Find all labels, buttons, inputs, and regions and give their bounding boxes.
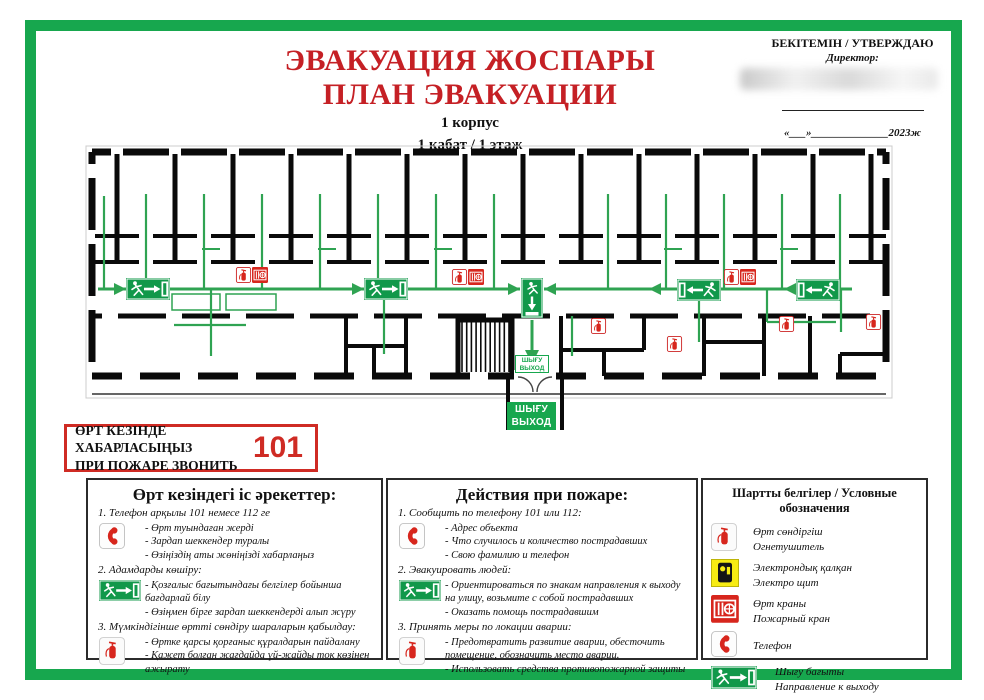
building-label: 1 корпус [441,115,499,132]
approval-heading: БЕКІТЕМІН / УТВЕРЖДАЮ [771,36,934,50]
legend-title: Шартты белгілер / Условные обозначения [732,486,897,515]
fire-equipment-icons [236,267,880,352]
legend-row [711,559,918,592]
redacted-signature [740,68,938,90]
fire-extinguisher-icon [779,316,793,331]
instruction-item [96,507,373,562]
plan-outline [86,146,892,398]
fire-extinguisher-icon [866,314,880,329]
fire-extinguisher-icon [396,636,445,670]
legend-label-kk: Өрт краны [753,598,807,611]
fire-extinguisher-icon [667,336,681,351]
exit-word-ru: ВЫХОД [519,365,545,372]
emergency-line-kk: ӨРТ КЕЗІНДЕ ХАБАРЛАСЫҢЫЗ [75,422,193,456]
exit-sign-icon [677,279,721,301]
instruction-heading: 2. Эвакуировать людей: [398,564,512,577]
instruction-bullet: - Предотвратить развитие аварии, обесточить помещение, обозначить место аварии. [445,636,665,662]
legend-row [711,631,918,662]
approval-block [750,36,955,139]
emergency-call-box [64,424,318,472]
legend-row [711,595,918,628]
exit-label-big [507,402,556,430]
legend-panel [701,478,928,693]
fire-extinguisher-icon [452,269,466,284]
instruction-bullet: - Адрес объекта [445,522,518,534]
electric-panel-icon [711,559,753,592]
floor-label: 1 қабат / 1 этаж [417,136,523,153]
signature-line [782,110,924,111]
instruction-item [96,564,373,619]
approval-role: Директор: [826,52,879,64]
instruction-item [396,621,688,676]
legend-row [711,665,918,694]
exit-label-small [515,355,549,373]
legend-label-ru: Огнетушитель [753,540,825,553]
main-exit-sign-icon [521,278,543,318]
instruction-item [96,621,373,676]
page-title-kk: ЭВАКУАЦИЯ ЖОСПАРЫ [284,44,656,77]
phone-icon [711,631,753,662]
instruction-bullet: - Зардап шеккендер туралы [145,536,270,548]
exit-word-ru: ВЫХОД [511,417,552,428]
legend-label-kk: Электрондық қалқан [753,562,852,575]
fire-extinguisher-icon [711,523,753,556]
legend-row [711,523,918,556]
fire-extinguisher-icon [591,318,605,333]
instruction-item [396,507,688,562]
phone-icon [96,522,145,554]
emergency-call-text [75,422,253,475]
exterior-walls [92,152,886,394]
legend-label-ru: Направление к выходу [775,680,879,693]
instruction-bullet: - Қозғалыс бағытындағы белгілер бойынша бағдарлай білу [145,579,342,605]
instruction-heading: 1. Сообщить по телефону 101 или 112: [398,507,582,519]
instruction-item [396,564,688,619]
phone-icon [396,522,445,554]
instruction-bullet: - Өзіңмен бірге зардап шеккендерді алып жүру [145,606,356,618]
floor-plan-drawing [84,144,896,436]
legend-label-kk: Телефон [753,640,792,653]
approval-date-line: «___»______________2023ж [784,127,921,139]
interior-walls-bottom [346,316,884,376]
instruction-bullet: - Что случилось и количество пострадавших [445,536,648,548]
instruction-bullet: - Қажет болған жағдайда үй-жайды ток көзінен ажырату [145,650,370,675]
exit-sign-icon [96,579,145,606]
instruction-bullet: - Өзіңіздің аты жөніңізді хабарлаңыз [145,549,315,561]
exit-sign-icon [396,579,445,606]
fire-crane-icon [468,269,484,285]
fire-crane-icon [252,267,268,283]
fire-crane-icon [711,595,753,628]
instruction-heading: 2. Адамдарды көшіру: [98,564,202,577]
fire-extinguisher-icon [96,636,145,670]
emergency-number: 101 [252,431,303,464]
instructions-panel-kk [86,478,383,675]
fire-crane-icon [740,269,756,285]
instruction-heading: 3. Мүмкіндігінше өртті сөндіру шараларын қабылдау: [98,621,356,634]
exit-sign-icon [126,278,170,300]
instruction-heading: 1. Телефон арқылы 101 немесе 112 ге [98,507,271,519]
fire-extinguisher-icon [236,267,250,282]
fire-extinguisher-icon [724,269,738,284]
header [240,44,700,155]
exit-word-kk: ШЫҒУ [515,404,548,415]
legend-label-kk: Шығу бағыты [775,666,845,679]
instructions-panel-ru [386,478,698,675]
exit-word-kk: ШЫҒУ [521,357,543,364]
instruction-bullet: - Использовать средства противопожарной защиты [445,663,686,675]
instruction-bullet: - Оказать помощь пострадавшим [445,606,599,618]
legend-label-ru: Электро щит [753,576,819,589]
staircase [458,318,512,374]
panel-title: Действия при пожаре: [455,485,629,504]
instruction-bullet: - Свою фамилию и телефон [445,549,570,561]
panel-title: Өрт кезіндегі іс әрекеттер: [132,485,337,504]
legend-label-ru: Пожарный кран [753,612,831,625]
exit-sign-icon [364,278,408,300]
exit-sign-icon [711,666,763,694]
instruction-heading: 3. Принять меры по локации аварии: [398,621,572,634]
legend-label-kk: Өрт сөндіргіш [753,526,823,539]
instruction-bullet: - Ориентироваться по знакам направления к выходу на улицу, возьмите с собой пострадавших [445,579,681,605]
instruction-bullet: - Өртке қарсы қорғаныс құралдарын пайдалану [145,636,360,648]
page-title-ru: ПЛАН ЭВАКУАЦИИ [322,77,618,111]
emergency-line-ru: ПРИ ПОЖАРЕ ЗВОНИТЬ [75,457,238,473]
instruction-bullet: - Өрт туындаған жерді [145,522,254,534]
exit-sign-icon [796,279,840,301]
